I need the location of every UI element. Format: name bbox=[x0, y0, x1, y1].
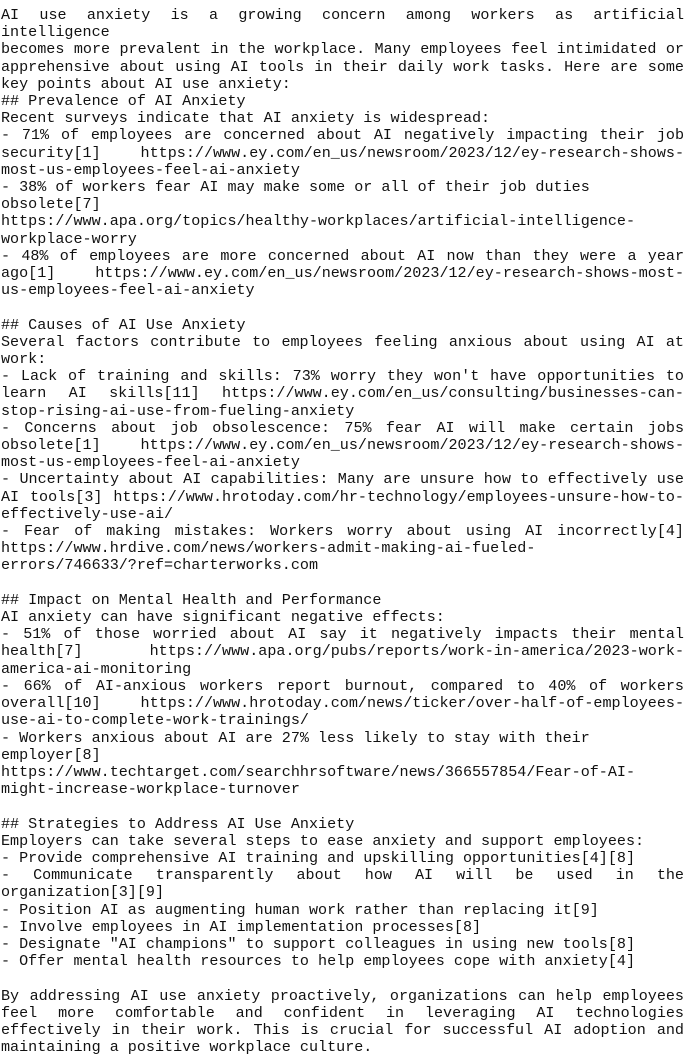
list-item-line: - Fear of making mistakes: Workers worry about using AI incorrectly[4] bbox=[1, 522, 684, 541]
section-lead: work: bbox=[1, 350, 47, 369]
intro-line: key points about AI use anxiety: bbox=[1, 74, 291, 93]
list-item bbox=[1, 626, 684, 678]
list-item-line: - 48% of employees are more concerned about AI now than they were a year bbox=[1, 246, 684, 265]
list-item-line: overall[10] https://www.hrotoday.com/news/ticker/over-half-of-employees- bbox=[1, 694, 684, 713]
blank-line bbox=[1, 798, 684, 815]
list-item-line: america-ai-monitoring bbox=[1, 659, 192, 678]
section-heading: ## Causes of AI Use Anxiety bbox=[1, 315, 246, 334]
conclusion-line: By addressing AI use anxiety proactively, organizations can help employees bbox=[1, 986, 684, 1005]
list-item-line: obsolete[1] https://www.ey.com/en_us/newsroom/2023/12/ey-research-shows- bbox=[1, 436, 684, 455]
list-item bbox=[1, 867, 684, 901]
list-item-line: might-increase-workplace-turnover bbox=[1, 780, 300, 799]
list-item-line: https://www.hrdive.com/news/workers-admit-making-ai-fueled- bbox=[1, 539, 536, 558]
list-item-line: organization[3][9] bbox=[1, 883, 165, 902]
list-item-line: us-employees-feel-ai-anxiety bbox=[1, 281, 255, 300]
list-item bbox=[1, 368, 684, 420]
list-item-line: health[7] https://www.apa.org/pubs/reports/work-in-america/2023-work- bbox=[1, 642, 684, 661]
list-item-line: - Concerns about job obsolescence: 75% fear AI will make certain jobs bbox=[1, 418, 684, 437]
section-heading: ## Prevalence of AI Anxiety bbox=[1, 92, 246, 111]
list-item-line: workplace-worry bbox=[1, 229, 137, 248]
list-item-line: - 38% of workers fear AI may make some or all of their job duties obsolete[7] bbox=[1, 178, 590, 214]
list-item-line: learn AI skills[11] https://www.ey.com/en_us/consulting/businesses-can- bbox=[1, 384, 684, 403]
list-item bbox=[1, 523, 684, 575]
section-heading: ## Impact on Mental Health and Performance bbox=[1, 590, 382, 609]
list-item-line: stop-rising-ai-use-from-fueling-anxiety bbox=[1, 401, 355, 420]
list-item: - Involve employees in AI implementation processes[8] bbox=[1, 917, 482, 936]
list-item bbox=[1, 179, 684, 248]
list-item-line: ago[1] https://www.ey.com/en_us/newsroom/2023/12/ey-research-shows-most- bbox=[1, 264, 684, 283]
list-item-line: most-us-employees-feel-ai-anxiety bbox=[1, 160, 300, 179]
list-item-line: - 51% of those worried about AI say it negatively impacts their mental bbox=[1, 625, 684, 644]
list-item-line: use-ai-to-complete-work-trainings/ bbox=[1, 711, 309, 730]
list-item bbox=[1, 471, 684, 523]
intro-line: apprehensive about using AI tools in their daily work tasks. Here are some bbox=[1, 57, 684, 76]
section-lead: AI anxiety can have significant negative effects: bbox=[1, 608, 445, 627]
section-heading: ## Strategies to Address AI Use Anxiety bbox=[1, 814, 355, 833]
blank-line bbox=[1, 970, 684, 987]
list-item-line: - Communicate transparently about how AI will be used in the bbox=[1, 866, 684, 885]
list-item-line: - Lack of training and skills: 73% worry they won't have opportunities to bbox=[1, 367, 684, 386]
list-item bbox=[1, 248, 684, 300]
list-item: - Offer mental health resources to help employees cope with anxiety[4] bbox=[1, 952, 636, 971]
section-lead: Recent surveys indicate that AI anxiety is widespread: bbox=[1, 109, 491, 128]
list-item bbox=[1, 420, 684, 472]
section-causes bbox=[1, 317, 684, 575]
list-item: - Position AI as augmenting human work rather than replacing it[9] bbox=[1, 900, 599, 919]
section-lead: Employers can take several steps to ease anxiety and support employees: bbox=[1, 831, 645, 850]
intro-line: becomes more prevalent in the workplace. Many employees feel intimidated or bbox=[1, 40, 684, 59]
list-item-line: security[1] https://www.ey.com/en_us/newsroom/2023/12/ey-research-shows- bbox=[1, 143, 684, 162]
section-impact bbox=[1, 592, 684, 798]
blank-line bbox=[1, 299, 684, 316]
list-item bbox=[1, 730, 684, 799]
list-item-line: effectively-use-ai/ bbox=[1, 504, 174, 523]
intro-paragraph bbox=[1, 7, 684, 93]
list-item-line: https://www.apa.org/topics/healthy-workplaces/artificial-intelligence- bbox=[1, 212, 636, 231]
conclusion-line: effectively in their work. This is crucial for successful AI adoption and bbox=[1, 1020, 684, 1039]
intro-line: AI use anxiety is a growing concern among workers as artificial intelligence bbox=[1, 6, 684, 42]
conclusion-line: feel more comfortable and confident in leveraging AI technologies bbox=[1, 1003, 684, 1022]
list-item-line: https://www.techtarget.com/searchhrsoftware/news/366557854/Fear-of-AI- bbox=[1, 762, 636, 781]
list-item-line: - 66% of AI-anxious workers report burnout, compared to 40% of workers bbox=[1, 676, 684, 695]
list-item-line: - Workers anxious about AI are 27% less likely to stay with their employer[8] bbox=[1, 728, 590, 764]
conclusion-paragraph bbox=[1, 988, 684, 1056]
section-prevalence bbox=[1, 93, 684, 299]
list-item: - Designate "AI champions" to support colleagues in using new tools[8] bbox=[1, 934, 636, 953]
list-item-line: errors/746633/?ref=charterworks.com bbox=[1, 556, 319, 575]
list-item-line: - 71% of employees are concerned about AI negatively impacting their job bbox=[1, 126, 684, 145]
section-lead: Several factors contribute to employees feeling anxious about using AI at bbox=[1, 332, 684, 351]
list-item bbox=[1, 127, 684, 179]
list-item: - Provide comprehensive AI training and upskilling opportunities[4][8] bbox=[1, 848, 636, 867]
top-rule bbox=[1, 0, 684, 2]
list-item-line: most-us-employees-feel-ai-anxiety bbox=[1, 453, 300, 472]
section-strategies bbox=[1, 816, 684, 971]
list-item-line: AI tools[3] https://www.hrotoday.com/hr-technology/employees-unsure-how-to- bbox=[1, 487, 684, 506]
list-item bbox=[1, 678, 684, 730]
blank-line bbox=[1, 575, 684, 592]
conclusion-line: maintaining a positive workplace culture. bbox=[1, 1038, 373, 1056]
list-item-line: - Uncertainty about AI capabilities: Many are unsure how to effectively use bbox=[1, 470, 684, 489]
